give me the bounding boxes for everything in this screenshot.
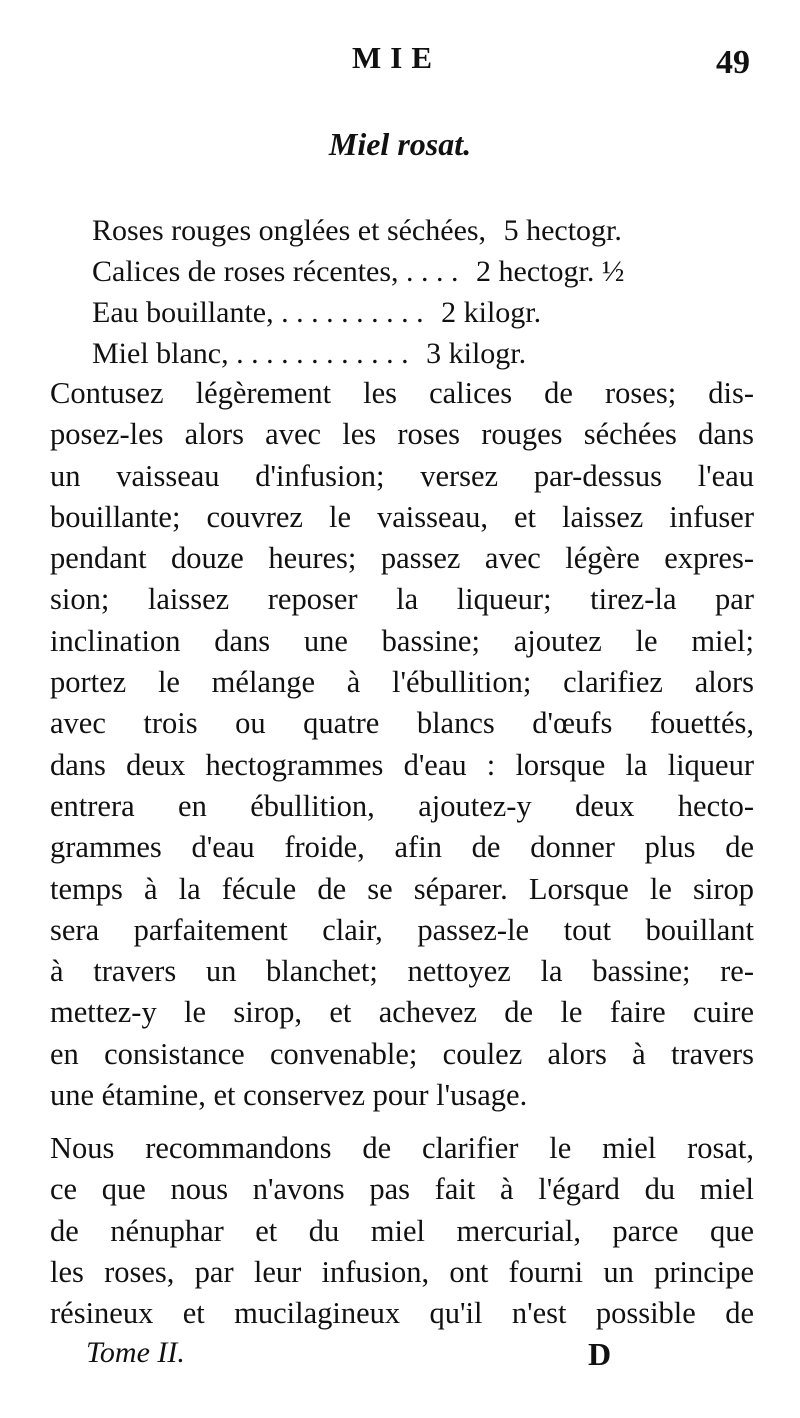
ingredient-row xyxy=(92,210,772,251)
text-line: les roses, par leur infusion, ont fourni un principe xyxy=(50,1254,754,1289)
text-line: inclination dans une bassine; ajoutez le miel; xyxy=(50,623,754,658)
text-line: posez-les alors avec les roses rouges séchées dans xyxy=(50,417,754,452)
volume-reference: Tome II. xyxy=(86,1336,185,1369)
running-header xyxy=(0,40,800,90)
instructions-paragraph xyxy=(50,373,754,1116)
text-line: à travers un blanchet; nettoyez la bassine; re- xyxy=(50,954,754,989)
text-line: résineux et mucilagineux qu'il n'est possible de xyxy=(50,1296,754,1331)
notes-paragraph xyxy=(50,1128,754,1334)
text-line: pendant douze heures; passez avec légère expres- xyxy=(50,541,754,576)
page-footer xyxy=(0,1336,800,1386)
text-line: bouillante; couvrez le vaisseau, et laissez infuser xyxy=(50,499,754,534)
text-line: dans deux hectogrammes d'eau : lorsque la liqueur xyxy=(50,747,754,782)
text-line: en consistance convenable; coulez alors à travers xyxy=(50,1036,754,1071)
text-line: Contusez légèrement les calices de roses; dis- xyxy=(50,376,754,410)
text-line: sera parfaitement clair, passez-le tout bouillant xyxy=(50,912,754,947)
text-line: de nénuphar et du miel mercurial, parce que xyxy=(50,1213,754,1248)
ingredient-name: Eau bouillante, . . . . . . . . . . xyxy=(92,296,432,329)
running-title: MIE xyxy=(352,40,441,75)
text-line: avec trois ou quatre blancs d'œufs fouettés, xyxy=(50,706,754,741)
ingredient-row xyxy=(92,292,772,333)
text-line: Nous recommandons de clarifier le miel rosat, xyxy=(50,1131,754,1165)
ingredient-quantity: 3 kilogr. xyxy=(426,337,527,370)
ingredient-quantity: 2 hectogr. ½ xyxy=(476,255,625,288)
text-line: sion; laissez reposer la liqueur; tirez-la par xyxy=(50,582,754,617)
text-line: temps à la fécule de se séparer. Lorsque le sirop xyxy=(50,871,754,906)
ingredient-name: Calices de roses récentes, . . . . xyxy=(92,255,467,288)
text-line: entrera en ébullition, ajoutez-y deux hecto- xyxy=(50,788,754,823)
text-line: portez le mélange à l'ébullition; clarifiez alors xyxy=(50,665,754,700)
recipe-title: Miel rosat. xyxy=(328,126,472,162)
text-line: mettez-y le sirop, et achevez de le faire cuire xyxy=(50,995,754,1030)
ingredient-quantity: 5 hectogr. xyxy=(503,214,622,247)
ingredient-row xyxy=(92,251,772,292)
ingredient-list xyxy=(92,210,772,374)
ingredient-name: Miel blanc, . . . . . . . . . . . . xyxy=(92,337,417,370)
text-line: grammes d'eau froide, afin de donner plus de xyxy=(50,830,754,865)
text-line: une étamine, et conservez pour l'usage. xyxy=(50,1078,528,1113)
text-line: un vaisseau d'infusion; versez par-dessus l'eau xyxy=(50,458,754,493)
text-line: ce que nous n'avons pas fait à l'égard du miel xyxy=(50,1172,754,1207)
ingredient-name: Roses rouges onglées et séchées, xyxy=(92,214,494,247)
signature-mark: D xyxy=(588,1336,612,1372)
page-number: 49 xyxy=(716,44,750,81)
ingredient-row xyxy=(92,333,772,374)
ingredient-quantity: 2 kilogr. xyxy=(441,296,542,329)
